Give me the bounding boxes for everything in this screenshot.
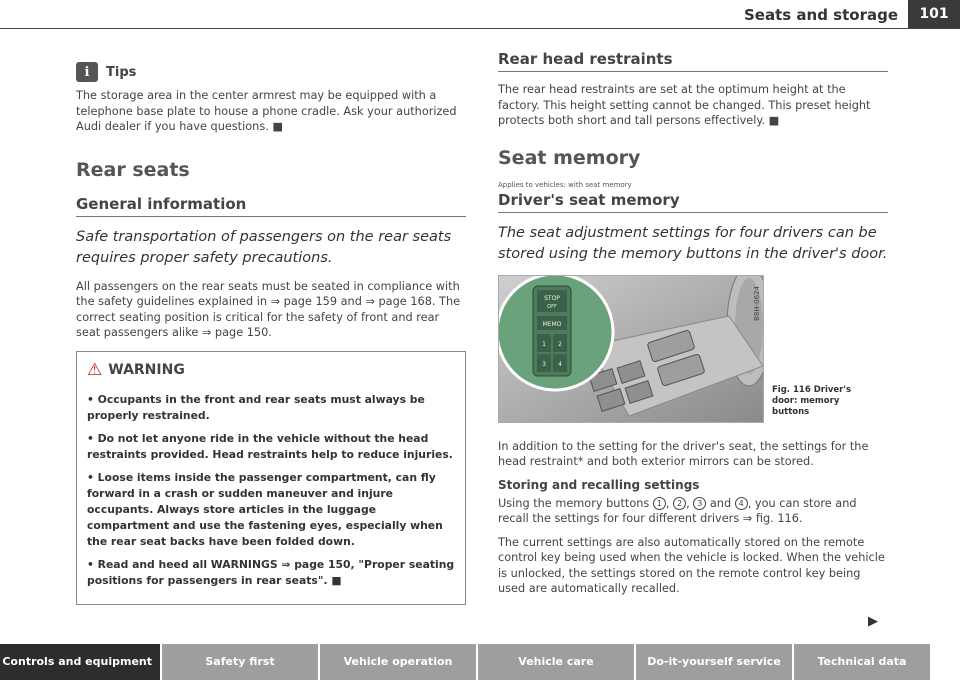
driver-lead: The seat adjustment settings for four drivers can be stored using the memory buttons in the driver's door. bbox=[498, 224, 888, 262]
warning-box bbox=[76, 351, 466, 605]
warning-triangle-icon: ⚠ bbox=[87, 359, 103, 380]
svg-text:4: 4 bbox=[558, 360, 562, 368]
svg-text:1: 1 bbox=[542, 340, 546, 348]
warning-title: WARNING bbox=[108, 361, 185, 378]
right-column bbox=[498, 50, 888, 605]
figure-caption: Fig. 116 Driver's door: memory buttons bbox=[772, 384, 852, 417]
memory-button-2-marker: 2 bbox=[673, 497, 686, 510]
memory-button-4-marker: 4 bbox=[735, 497, 748, 510]
warning-item: • Loose items inside the passenger compartment, can fly forward in a crash or sudden maneuver and injure occupants. Always store articles in the luggage compartment and use the fastening eyes, especially when the rear seat backs have been folded down. bbox=[87, 470, 443, 548]
page-number: 101 bbox=[908, 0, 960, 28]
figure-116 bbox=[498, 275, 888, 429]
warning-item: • Occupants in the front and rear seats must always be properly restrained. bbox=[87, 392, 425, 422]
svg-text:MEMO: MEMO bbox=[542, 320, 562, 328]
continue-arrow-icon: ▶ bbox=[868, 614, 878, 629]
tab-vehicle-care[interactable]: Vehicle care bbox=[478, 644, 634, 680]
driver-body: In addition to the setting for the driver's seat, the settings for the head restraint* and both exterior mirrors can be stored. bbox=[498, 439, 869, 468]
warning-item: • Read and heed all WARNINGS ⇒ page 150, "Proper seating positions for passengers in rear seats". ■ bbox=[87, 557, 455, 587]
seat-memory-title: Seat memory bbox=[498, 146, 641, 169]
memory-button-3-marker: 3 bbox=[693, 497, 706, 510]
general-body: All passengers on the rear seats must be seated in compliance with the safety guidelines explained in ⇒ page 159 and ⇒ page 168. The correct seating position is critical for the safety of front and rear seat passengers alike ⇒ page 150. bbox=[76, 279, 461, 339]
tab-do-it-yourself-service[interactable]: Do-it-yourself service bbox=[636, 644, 792, 680]
svg-text:3: 3 bbox=[542, 360, 546, 368]
tab-safety-first[interactable]: Safety first bbox=[162, 644, 318, 680]
rear-head-restraints-body: The rear head restraints are set at the optimum height at the factory. This height setting cannot be changed. This preset height protects both short and tall persons effectively. ■ bbox=[498, 83, 871, 127]
rear-head-restraints-title: Rear head restraints bbox=[498, 50, 888, 72]
warning-heading bbox=[77, 352, 465, 388]
info-icon: i bbox=[76, 62, 98, 82]
svg-text:2: 2 bbox=[558, 340, 562, 348]
svg-text:OFF: OFF bbox=[547, 303, 557, 310]
warning-item: • Do not let anyone ride in the vehicle without the head restraints provided. Head restraints help to reduce injuries. bbox=[87, 431, 453, 461]
left-column bbox=[76, 50, 466, 605]
chapter-tabs bbox=[0, 644, 960, 680]
figure-code: B8H-0624 bbox=[753, 285, 761, 321]
general-info-title: General information bbox=[76, 195, 466, 217]
tab-controls-and-equipment[interactable]: Controls and equipment bbox=[0, 644, 160, 680]
tips-heading bbox=[76, 62, 466, 82]
door-memory-buttons-image bbox=[498, 275, 764, 423]
storing-title: Storing and recalling settings bbox=[498, 477, 700, 492]
svg-text:STOP: STOP bbox=[544, 294, 560, 302]
tips-text: The storage area in the center armrest may be equipped with a telephone base plate to house a phone cradle. Ask your authorized Audi dealer if you have questions. ■ bbox=[76, 89, 457, 133]
applies-note: Applies to vehicles: with seat memory bbox=[498, 180, 632, 189]
page-header bbox=[0, 0, 960, 29]
rear-seats-title: Rear seats bbox=[76, 158, 190, 181]
memory-button-1-marker: 1 bbox=[653, 497, 666, 510]
general-lead: Safe transportation of passengers on the rear seats requires proper safety precautions. bbox=[76, 228, 452, 266]
warning-list bbox=[77, 388, 465, 604]
storing-body: Using the memory buttons 1 , 2 , 3 and 4 , you can store and recall the settings for four different drivers ⇒ fig. 116. bbox=[498, 496, 857, 525]
current-body: The current settings are also automatically stored on the remote control key being used when the vehicle is locked. When the vehicle is unlocked, the settings stored on the remote control key being used are automatically recalled. bbox=[498, 535, 885, 595]
drivers-seat-memory-title: Driver's seat memory bbox=[498, 191, 888, 213]
tab-vehicle-operation[interactable]: Vehicle operation bbox=[320, 644, 476, 680]
tab-technical-data[interactable]: Technical data bbox=[794, 644, 930, 680]
section-title: Seats and storage bbox=[743, 6, 898, 24]
tips-title: Tips bbox=[106, 64, 137, 80]
